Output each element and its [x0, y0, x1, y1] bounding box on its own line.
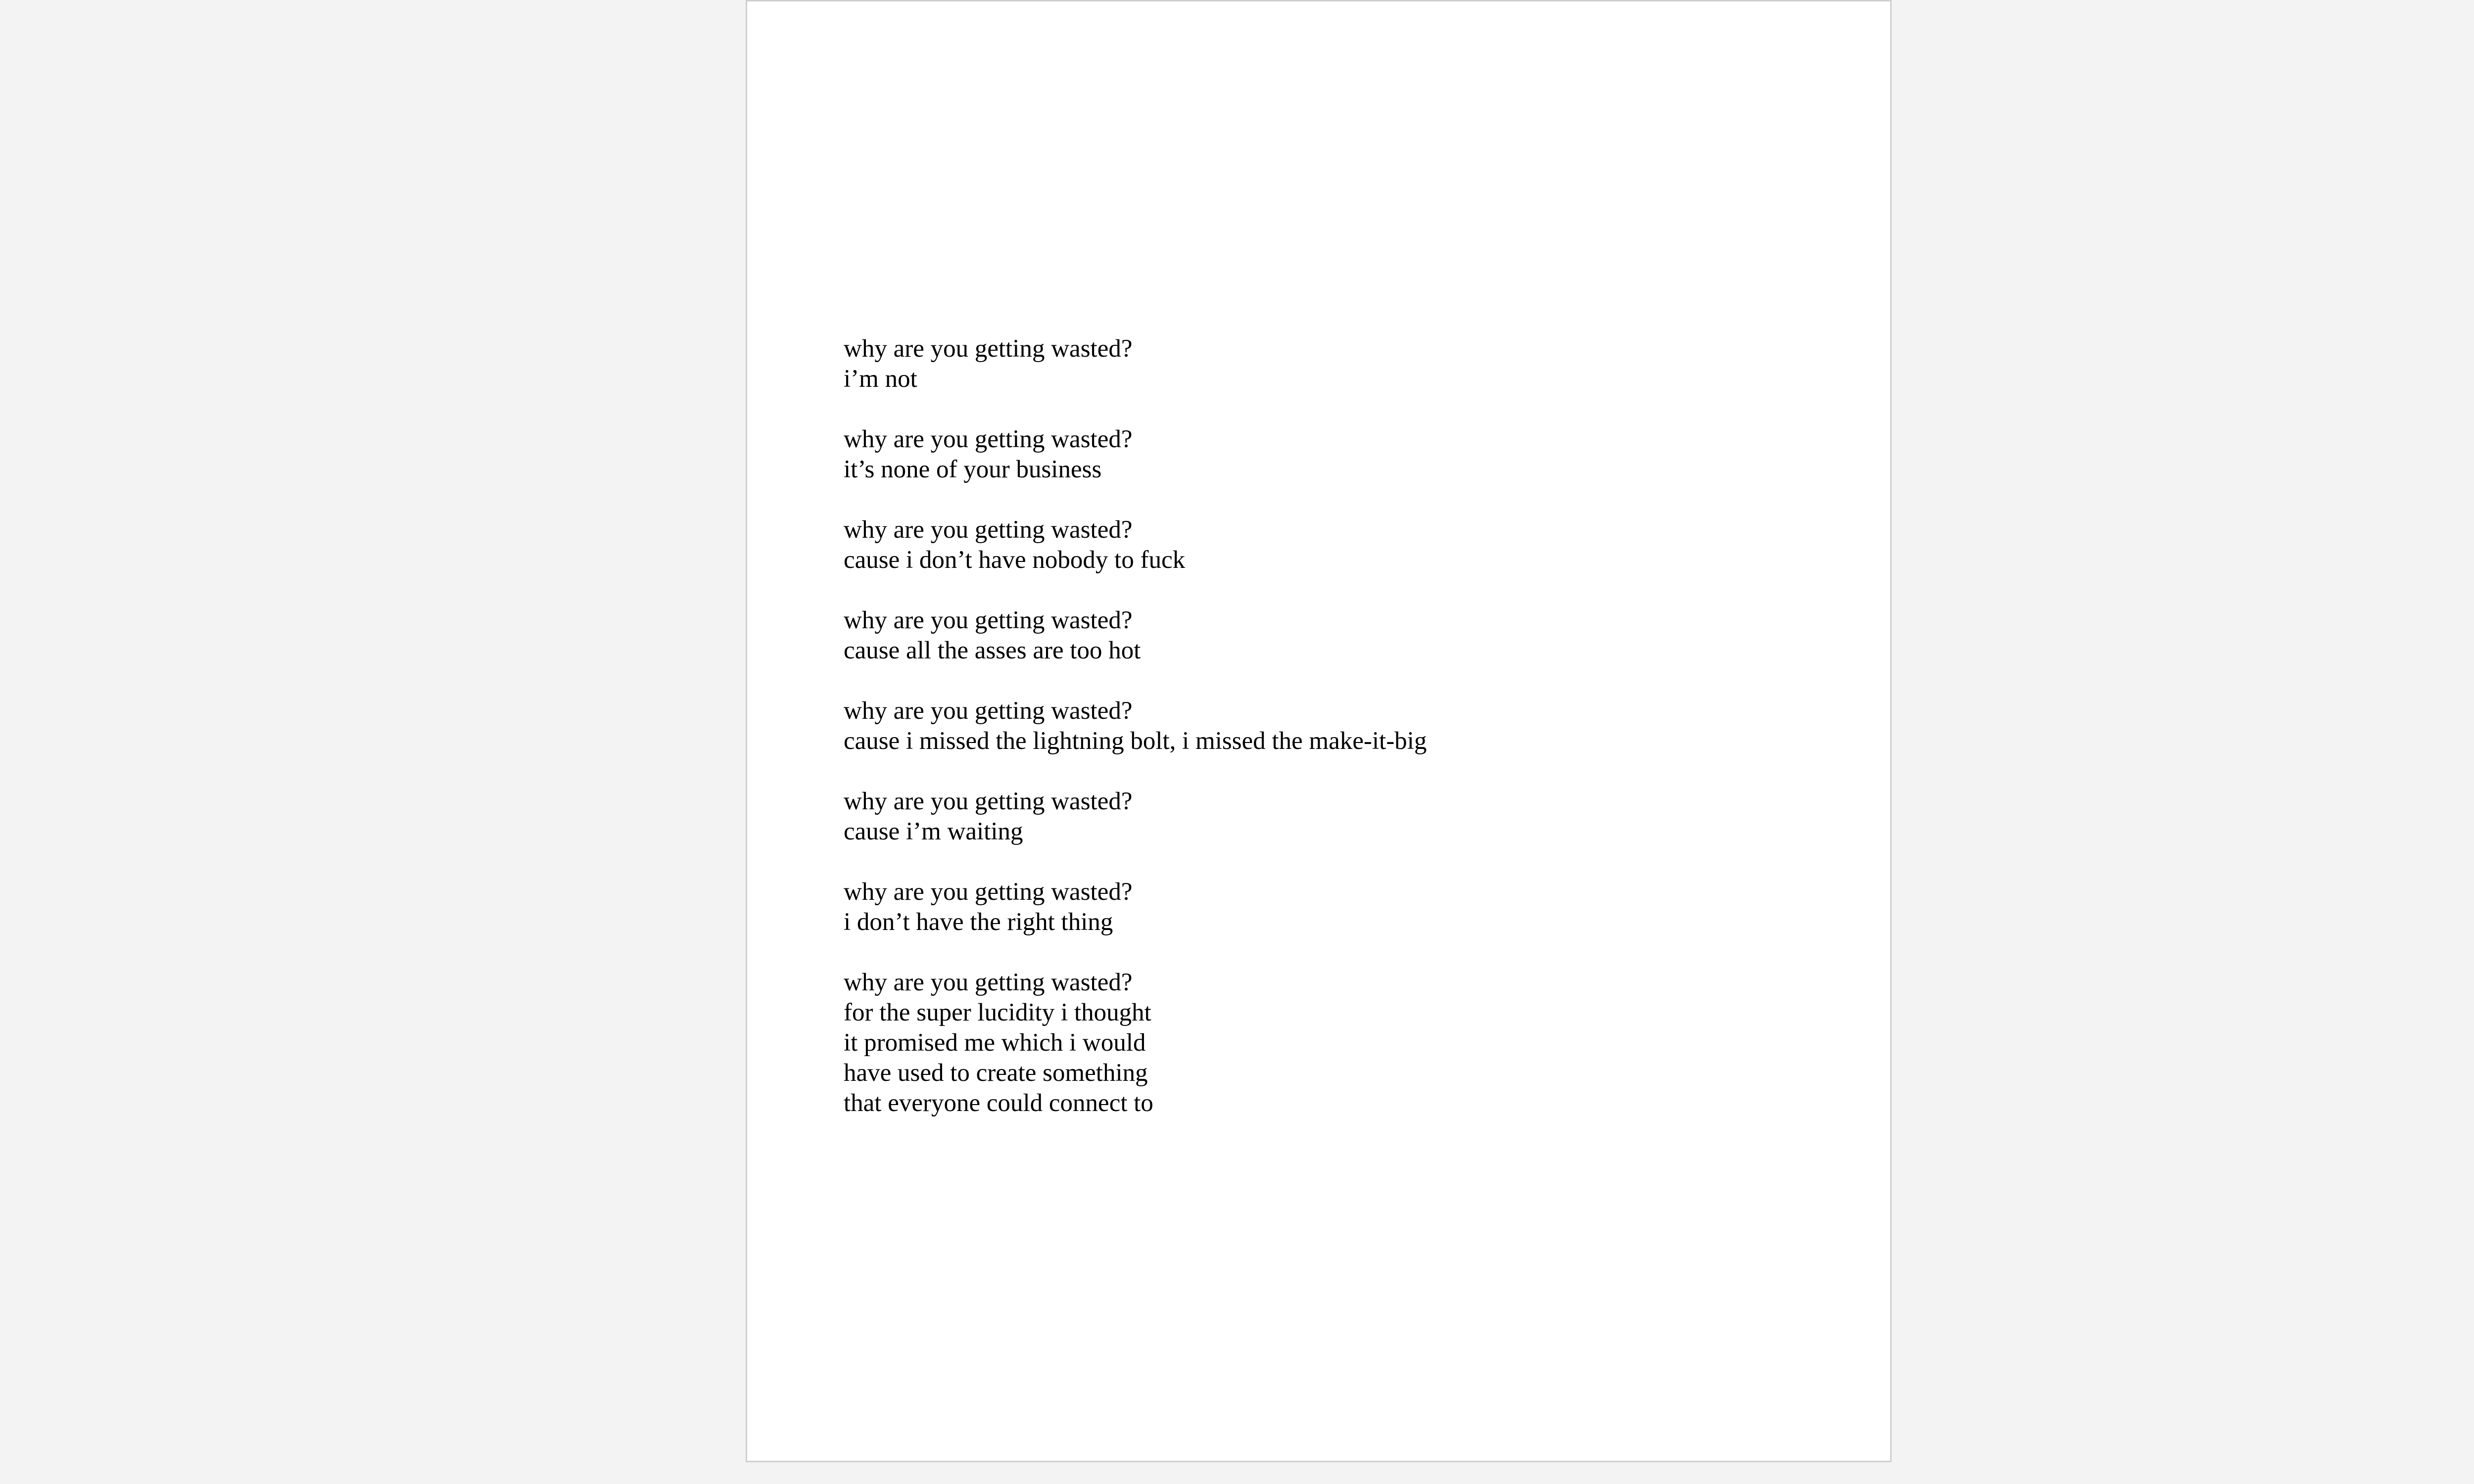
stanza	[844, 877, 1427, 937]
poem-line: for the super lucidity i thought	[844, 999, 1151, 1026]
poem-line: cause i missed the lightning bolt, i missed the make-it-big	[844, 727, 1427, 755]
poem-line: why are you getting wasted?	[844, 788, 1133, 815]
poem-line: it’s none of your business	[844, 456, 1102, 483]
poem-body	[844, 334, 1427, 1149]
poem-line: have used to create something	[844, 1059, 1148, 1087]
stanza	[844, 605, 1427, 666]
stanza	[844, 968, 1427, 1118]
poem-line: cause all the asses are too hot	[844, 637, 1141, 664]
poem-line: cause i’m waiting	[844, 818, 1023, 845]
stanza	[844, 515, 1427, 575]
poem-line: why are you getting wasted?	[844, 697, 1133, 725]
document-page	[746, 0, 1892, 1462]
poem-line: i’m not	[844, 365, 917, 393]
stanza	[844, 787, 1427, 847]
poem-line: why are you getting wasted?	[844, 878, 1133, 906]
poem-line: why are you getting wasted?	[844, 606, 1133, 634]
stanza	[844, 334, 1427, 394]
poem-line: why are you getting wasted?	[844, 425, 1133, 453]
poem-line: i don’t have the right thing	[844, 908, 1113, 936]
poem-line: why are you getting wasted?	[844, 335, 1133, 363]
poem-line: it promised me which i would	[844, 1029, 1146, 1057]
stanza	[844, 424, 1427, 485]
poem-line: that everyone could connect to	[844, 1089, 1153, 1117]
poem-line: cause i don’t have nobody to fuck	[844, 546, 1186, 574]
poem-line: why are you getting wasted?	[844, 969, 1133, 996]
poem-line: why are you getting wasted?	[844, 516, 1133, 544]
stanza	[844, 696, 1427, 756]
